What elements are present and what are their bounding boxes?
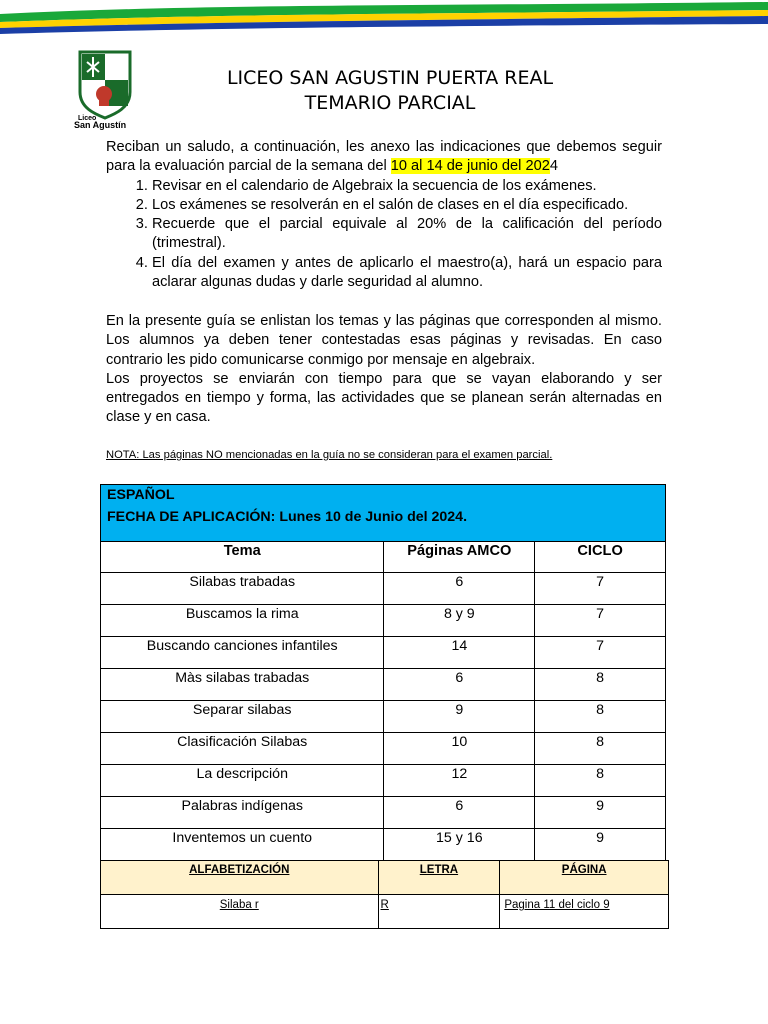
alfabetizacion-header-row [101, 861, 669, 895]
column-header-paginas: Páginas AMCO [384, 542, 535, 573]
intro-section [106, 138, 662, 292]
subject-title: ESPAÑOL [107, 487, 175, 503]
instructions-list [106, 177, 662, 293]
decorative-header-stripes [0, 0, 768, 40]
table-row: Buscamos la rima 8 y 9 7 [101, 605, 666, 637]
school-logo [70, 48, 140, 130]
note-text: NOTA: Las páginas NO mencionadas en la guía no se consideran para el examen parcial. [106, 449, 553, 461]
intro-paragraph: Reciban un saludo, a continuación, les anexo las indicaciones que debemos seguir para la evaluación parcial de la semana del 10 al 14 de junio del 2024 [106, 139, 662, 175]
column-header-row [101, 542, 666, 573]
guide-paragraph-1: En la presente guía se enlistan los temas y las páginas que corresponden al mismo. Los alumnos ya deben tener contestadas esas páginas y revisadas. En caso contrario les pido comunicarse conmigo por mensaje en algebraix. [106, 313, 662, 368]
document-header [150, 66, 630, 116]
espanol-table [100, 484, 666, 861]
document-title: TEMARIO PARCIAL [304, 92, 476, 114]
table-row: Palabras indígenas 6 9 [101, 797, 666, 829]
column-header-tema: Tema [101, 542, 384, 573]
table-row: Màs silabas trabadas 6 8 [101, 669, 666, 701]
table-row: Inventemos un cuento 15 y 16 9 [101, 829, 666, 861]
logo-caption-top: Liceo [78, 115, 97, 122]
list-item: 2. Los exámenes se resolverán en el salón de clases en el día especificado. [152, 196, 662, 215]
school-name: LICEO SAN AGUSTIN PUERTA REAL [226, 67, 554, 89]
table-row: La descripción 12 8 [101, 765, 666, 797]
list-item: 4. El día del examen y antes de aplicarlo el maestro(a), hará un espacio para aclarar algunas dudas y darle seguridad al alumno. [152, 254, 662, 293]
table-row: Separar silabas 9 8 [101, 701, 666, 733]
column-header-alfabetizacion: ALFABETIZACIÓN [101, 861, 379, 895]
table-row [101, 895, 669, 929]
table-row: Silabas trabadas 6 7 [101, 573, 666, 605]
list-item: 3. Recuerde que el parcial equivale al 20% de la calificación del período (trimestral). [152, 215, 662, 254]
column-header-letra: LETRA [378, 861, 500, 895]
alfabetizacion-table [100, 860, 669, 929]
guide-section [106, 312, 662, 428]
cell-pagina: Pagina 11 del ciclo 9 [500, 895, 669, 929]
cell-letra: R [378, 895, 500, 929]
application-date: FECHA DE APLICACIÓN: Lunes 10 de Junio del 2024. [107, 509, 468, 525]
subject-header-row [101, 485, 666, 542]
guide-paragraph-2: Los proyectos se enviarán con tiempo para que se vayan elaborando y ser entregados en tiempo y forma, las actividades que se planean serán alternadas en clase y en casa. [106, 370, 662, 426]
table-row: Buscando canciones infantiles 14 7 [101, 637, 666, 669]
column-header-pagina: PÁGINA [500, 861, 669, 895]
highlighted-dates: 10 al 14 de junio del 202 [390, 158, 550, 175]
table-row: Clasificación Silabas 10 8 [101, 733, 666, 765]
column-header-ciclo: CICLO [535, 542, 666, 573]
list-item: 1. Revisar en el calendario de Algebraix la secuencia de los exámenes. [152, 177, 662, 196]
logo-caption-bottom: San Agustín [74, 120, 127, 130]
cell-tema: Silaba r [101, 895, 379, 929]
